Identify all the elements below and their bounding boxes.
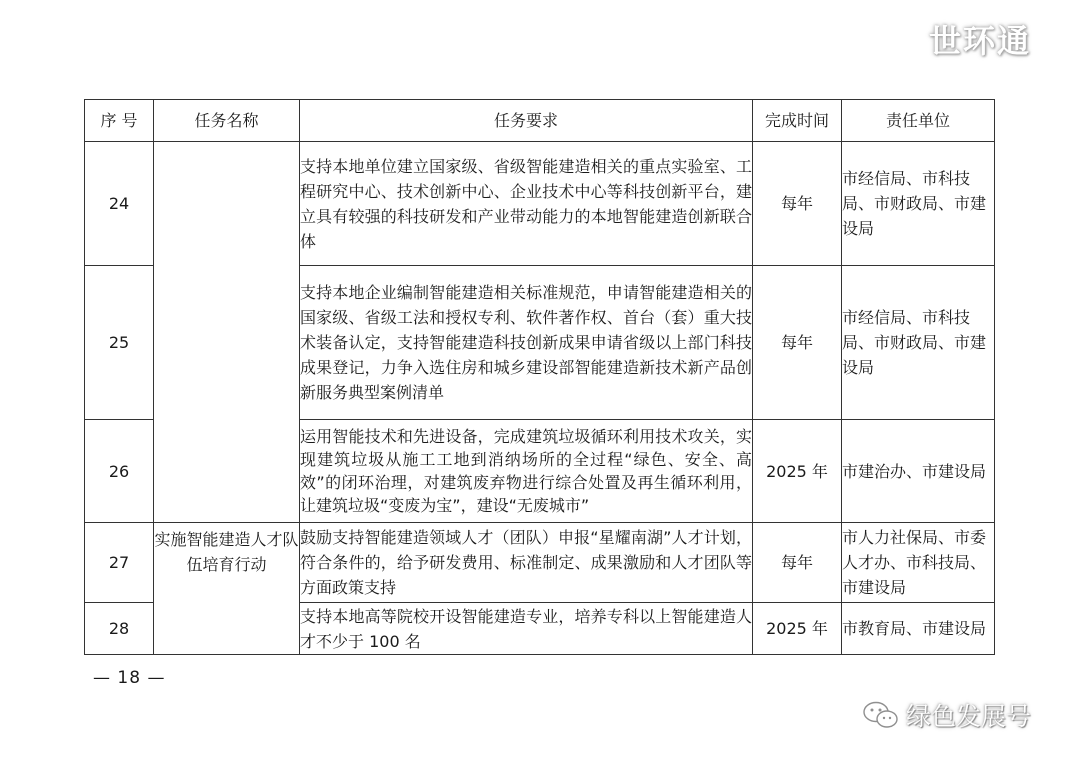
- header-completion-time: 完成时间: [753, 100, 842, 142]
- watermark-logo-top: 世环通: [928, 22, 1031, 60]
- header-responsible-unit: 责任单位: [842, 100, 995, 142]
- row-number: 24: [85, 142, 154, 266]
- responsible-unit: 市建治办、市建设局: [842, 420, 995, 523]
- completion-time: 每年: [753, 266, 842, 420]
- responsible-unit: 市经信局、市科技局、市财政局、市建设局: [842, 142, 995, 266]
- task-requirement: 支持本地高等院校开设智能建造专业，培养专科以上智能建造人才不少于 100 名: [300, 603, 753, 655]
- table-row: [85, 523, 995, 603]
- task-name-cell: [154, 142, 300, 523]
- row-number: 25: [85, 266, 154, 420]
- table-row: [85, 142, 995, 266]
- row-number: 27: [85, 523, 154, 603]
- watermark-account-name: [862, 697, 1031, 733]
- task-requirement: 鼓励支持智能建造领域人才（团队）申报“星耀南湖”人才计划，符合条件的，给予研发费用、标准制定、成果激励和人才团队等方面政策支持: [300, 523, 753, 603]
- responsible-unit: 市人力社保局、市委人才办、市科技局、市建设局: [842, 523, 995, 603]
- completion-time: 2025 年: [753, 603, 842, 655]
- page-number: — 18 —: [93, 668, 166, 688]
- task-requirement: 支持本地单位建立国家级、省级智能建造相关的重点实验室、工程研究中心、技术创新中心、企业技术中心等科技创新平台，建立具有较强的科技研发和产业带动能力的本地智能建造创新联合体: [300, 142, 753, 266]
- task-table: [84, 99, 995, 655]
- row-number: 26: [85, 420, 154, 523]
- header-task-requirement: 任务要求: [300, 100, 753, 142]
- wechat-icon: [862, 700, 900, 730]
- responsible-unit: 市教育局、市建设局: [842, 603, 995, 655]
- completion-time: 每年: [753, 142, 842, 266]
- task-name-cell: 实施智能建造人才队伍培育行动: [154, 523, 300, 655]
- watermark-text: 绿色发展号: [906, 702, 1032, 731]
- task-requirement: 运用智能技术和先进设备，完成建筑垃圾循环利用技术攻关，实现建筑垃圾从施工工地到消纳场所的全过程“绿色、安全、高效”的闭环治理，对建筑废弃物进行综合处置及再生循环利用，让建筑垃圾“变废为宝”，建设“无废城市”: [300, 420, 753, 523]
- completion-time: 2025 年: [753, 420, 842, 523]
- task-requirement: 支持本地企业编制智能建造相关标准规范，申请智能建造相关的国家级、省级工法和授权专利、软件著作权、首台（套）重大技术装备认定，支持智能建造科技创新成果申请省级以上部门科技成果登记，力争入选住房和城乡建设部智能建造新技术新产品创新服务典型案例清单: [300, 266, 753, 420]
- table-header-row: [85, 100, 995, 142]
- responsible-unit: 市经信局、市科技局、市财政局、市建设局: [842, 266, 995, 420]
- completion-time: 每年: [753, 523, 842, 603]
- header-task-name: 任务名称: [154, 100, 300, 142]
- row-number: 28: [85, 603, 154, 655]
- header-number: 序 号: [85, 100, 154, 142]
